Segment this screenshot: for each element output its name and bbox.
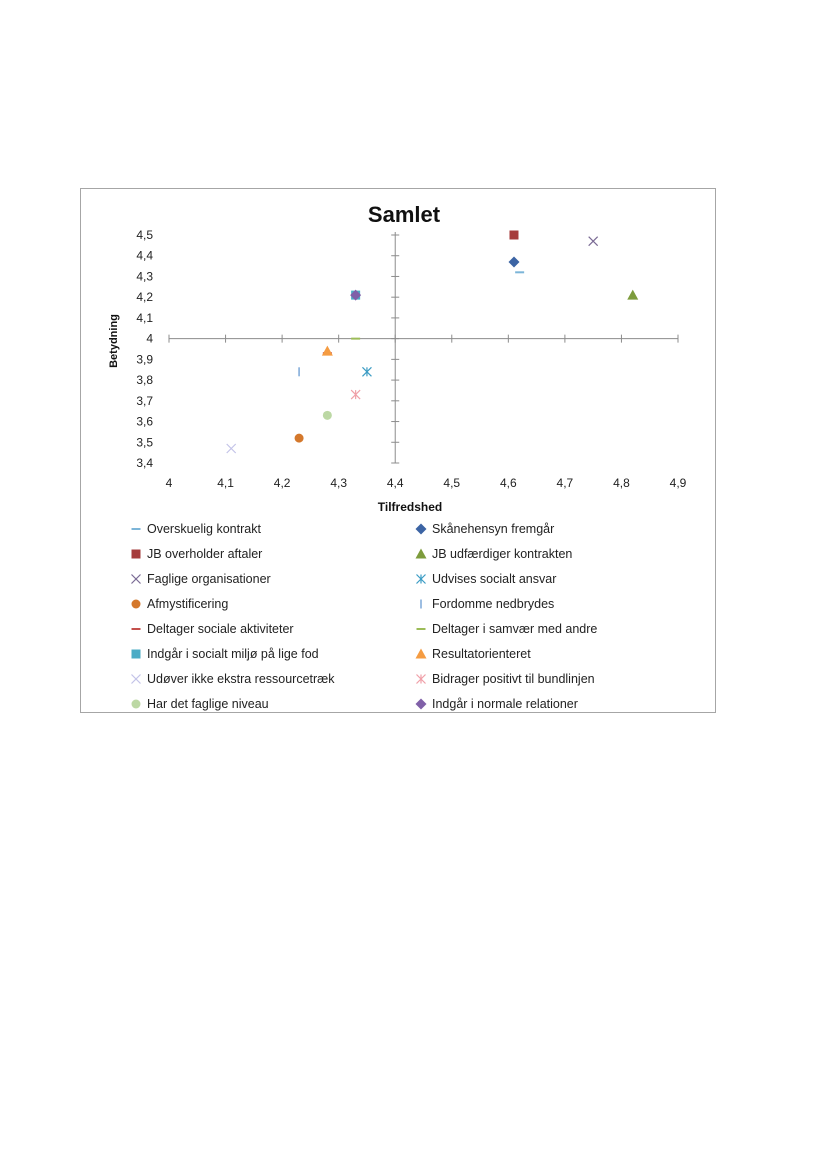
legend-marker-icon xyxy=(414,672,428,686)
legend-row xyxy=(129,641,699,666)
legend-marker xyxy=(132,699,141,708)
y-tick-label: 4,4 xyxy=(136,248,153,263)
legend-row xyxy=(129,566,699,591)
legend-item xyxy=(414,647,699,661)
legend-marker xyxy=(132,674,141,683)
data-point-5 xyxy=(589,237,598,246)
legend-item xyxy=(129,622,414,636)
legend-label: Indgår i socialt miljø på lige fod xyxy=(147,646,319,661)
legend-label: JB udfærdiger kontrakten xyxy=(432,546,573,561)
legend-row xyxy=(129,666,699,691)
y-tick-label: 3,6 xyxy=(136,414,153,429)
legend-item xyxy=(414,622,699,636)
legend-item xyxy=(129,597,414,611)
legend-row xyxy=(129,516,699,541)
x-tick-label: 4,6 xyxy=(499,476,517,490)
legend-label: Overskuelig kontrakt xyxy=(147,521,261,536)
legend-item xyxy=(414,522,699,536)
legend-item xyxy=(414,547,699,561)
y-tick-label: 3,7 xyxy=(136,393,153,408)
legend-item xyxy=(129,547,414,561)
legend-item xyxy=(129,672,414,686)
legend-marker xyxy=(416,523,427,534)
y-axis-label: Betydning xyxy=(108,314,120,368)
y-tick-label: 4,2 xyxy=(136,290,153,305)
y-tick-label: 3,4 xyxy=(136,456,153,470)
data-point-3 xyxy=(509,231,518,240)
data-point-12 xyxy=(322,346,333,356)
x-tick-label: 4,8 xyxy=(613,476,630,490)
data-point-6 xyxy=(362,367,371,376)
scatter-plot xyxy=(81,189,717,514)
legend-marker xyxy=(416,698,427,709)
x-axis-label: Tilfredshed xyxy=(377,500,443,514)
legend-marker-icon xyxy=(414,547,428,561)
legend-marker xyxy=(132,574,141,583)
legend-marker-icon xyxy=(414,622,428,636)
legend-marker-icon xyxy=(414,522,428,536)
legend-row xyxy=(129,591,699,616)
legend-marker-icon xyxy=(414,697,428,711)
y-tick-label: 4,5 xyxy=(136,228,153,242)
legend-item xyxy=(129,572,414,586)
legend-marker-icon xyxy=(129,572,143,586)
legend-label: Deltager sociale aktiviteter xyxy=(147,621,294,636)
legend-item xyxy=(414,697,699,711)
legend-marker xyxy=(417,674,426,683)
legend-marker-icon xyxy=(129,697,143,711)
x-tick-label: 4,2 xyxy=(273,476,291,490)
legend-label: Udøver ikke ekstra ressourcetræk xyxy=(147,671,335,686)
legend-label: Bidrager positivt til bundlinjen xyxy=(432,671,595,686)
legend-marker-icon xyxy=(414,647,428,661)
y-tick-label: 4,1 xyxy=(136,310,153,325)
chart-frame xyxy=(80,188,716,713)
legend-marker-icon xyxy=(414,572,428,586)
y-tick-label: 4 xyxy=(146,331,153,346)
legend-marker-icon xyxy=(129,647,143,661)
legend-item xyxy=(414,572,699,586)
data-points xyxy=(227,231,639,453)
legend-marker xyxy=(417,574,426,583)
chart-title: Samlet xyxy=(367,202,441,227)
legend-marker xyxy=(416,648,427,658)
y-tick-label: 3,5 xyxy=(136,435,153,450)
legend-item xyxy=(129,697,414,711)
legend-marker xyxy=(132,549,141,558)
x-tick-label: 4,5 xyxy=(443,476,461,490)
legend-marker xyxy=(132,599,141,608)
data-point-7 xyxy=(295,434,304,443)
data-point-14 xyxy=(351,390,360,399)
legend-marker-icon xyxy=(129,522,143,536)
legend-item xyxy=(129,522,414,536)
legend-label: Afmystificering xyxy=(147,596,229,611)
legend-marker-icon xyxy=(129,672,143,686)
y-tick-label: 3,8 xyxy=(136,373,153,388)
legend-label: Faglige organisationer xyxy=(147,571,271,586)
legend-item xyxy=(129,647,414,661)
legend-label: Skånehensyn fremgår xyxy=(432,521,555,536)
x-tick-label: 4,7 xyxy=(556,476,574,490)
legend-label: Indgår i normale relationer xyxy=(432,696,578,711)
data-point-13 xyxy=(227,444,236,453)
legend-label: Har det faglige niveau xyxy=(147,696,269,711)
legend-label: Deltager i samvær med andre xyxy=(432,621,598,636)
legend-label: Fordomme nedbrydes xyxy=(432,596,555,611)
x-tick-label: 4,1 xyxy=(217,476,234,490)
legend-label: Resultatorienteret xyxy=(432,646,531,661)
data-point-15 xyxy=(323,411,332,420)
x-tick-label: 4,3 xyxy=(330,476,348,490)
legend-marker-icon xyxy=(129,597,143,611)
legend-marker xyxy=(416,548,427,558)
legend-label: Udvises socialt ansvar xyxy=(432,571,557,586)
legend-item xyxy=(414,597,699,611)
legend-marker-icon xyxy=(129,622,143,636)
x-tick-label: 4 xyxy=(165,476,173,490)
legend xyxy=(129,516,699,716)
legend-label: JB overholder aftaler xyxy=(147,546,263,561)
data-point-4 xyxy=(627,290,638,300)
y-tick-label: 4,3 xyxy=(136,269,153,284)
y-tick-label: 3,9 xyxy=(136,352,153,367)
data-point-2 xyxy=(508,256,519,267)
legend-row xyxy=(129,691,699,716)
axes xyxy=(136,228,686,490)
legend-row xyxy=(129,541,699,566)
legend-row xyxy=(129,616,699,641)
legend-marker xyxy=(132,649,141,658)
legend-marker-icon xyxy=(129,547,143,561)
x-tick-label: 4,9 xyxy=(669,476,687,490)
x-tick-label: 4,4 xyxy=(386,476,404,490)
legend-marker-icon xyxy=(414,597,428,611)
legend-item xyxy=(414,672,699,686)
